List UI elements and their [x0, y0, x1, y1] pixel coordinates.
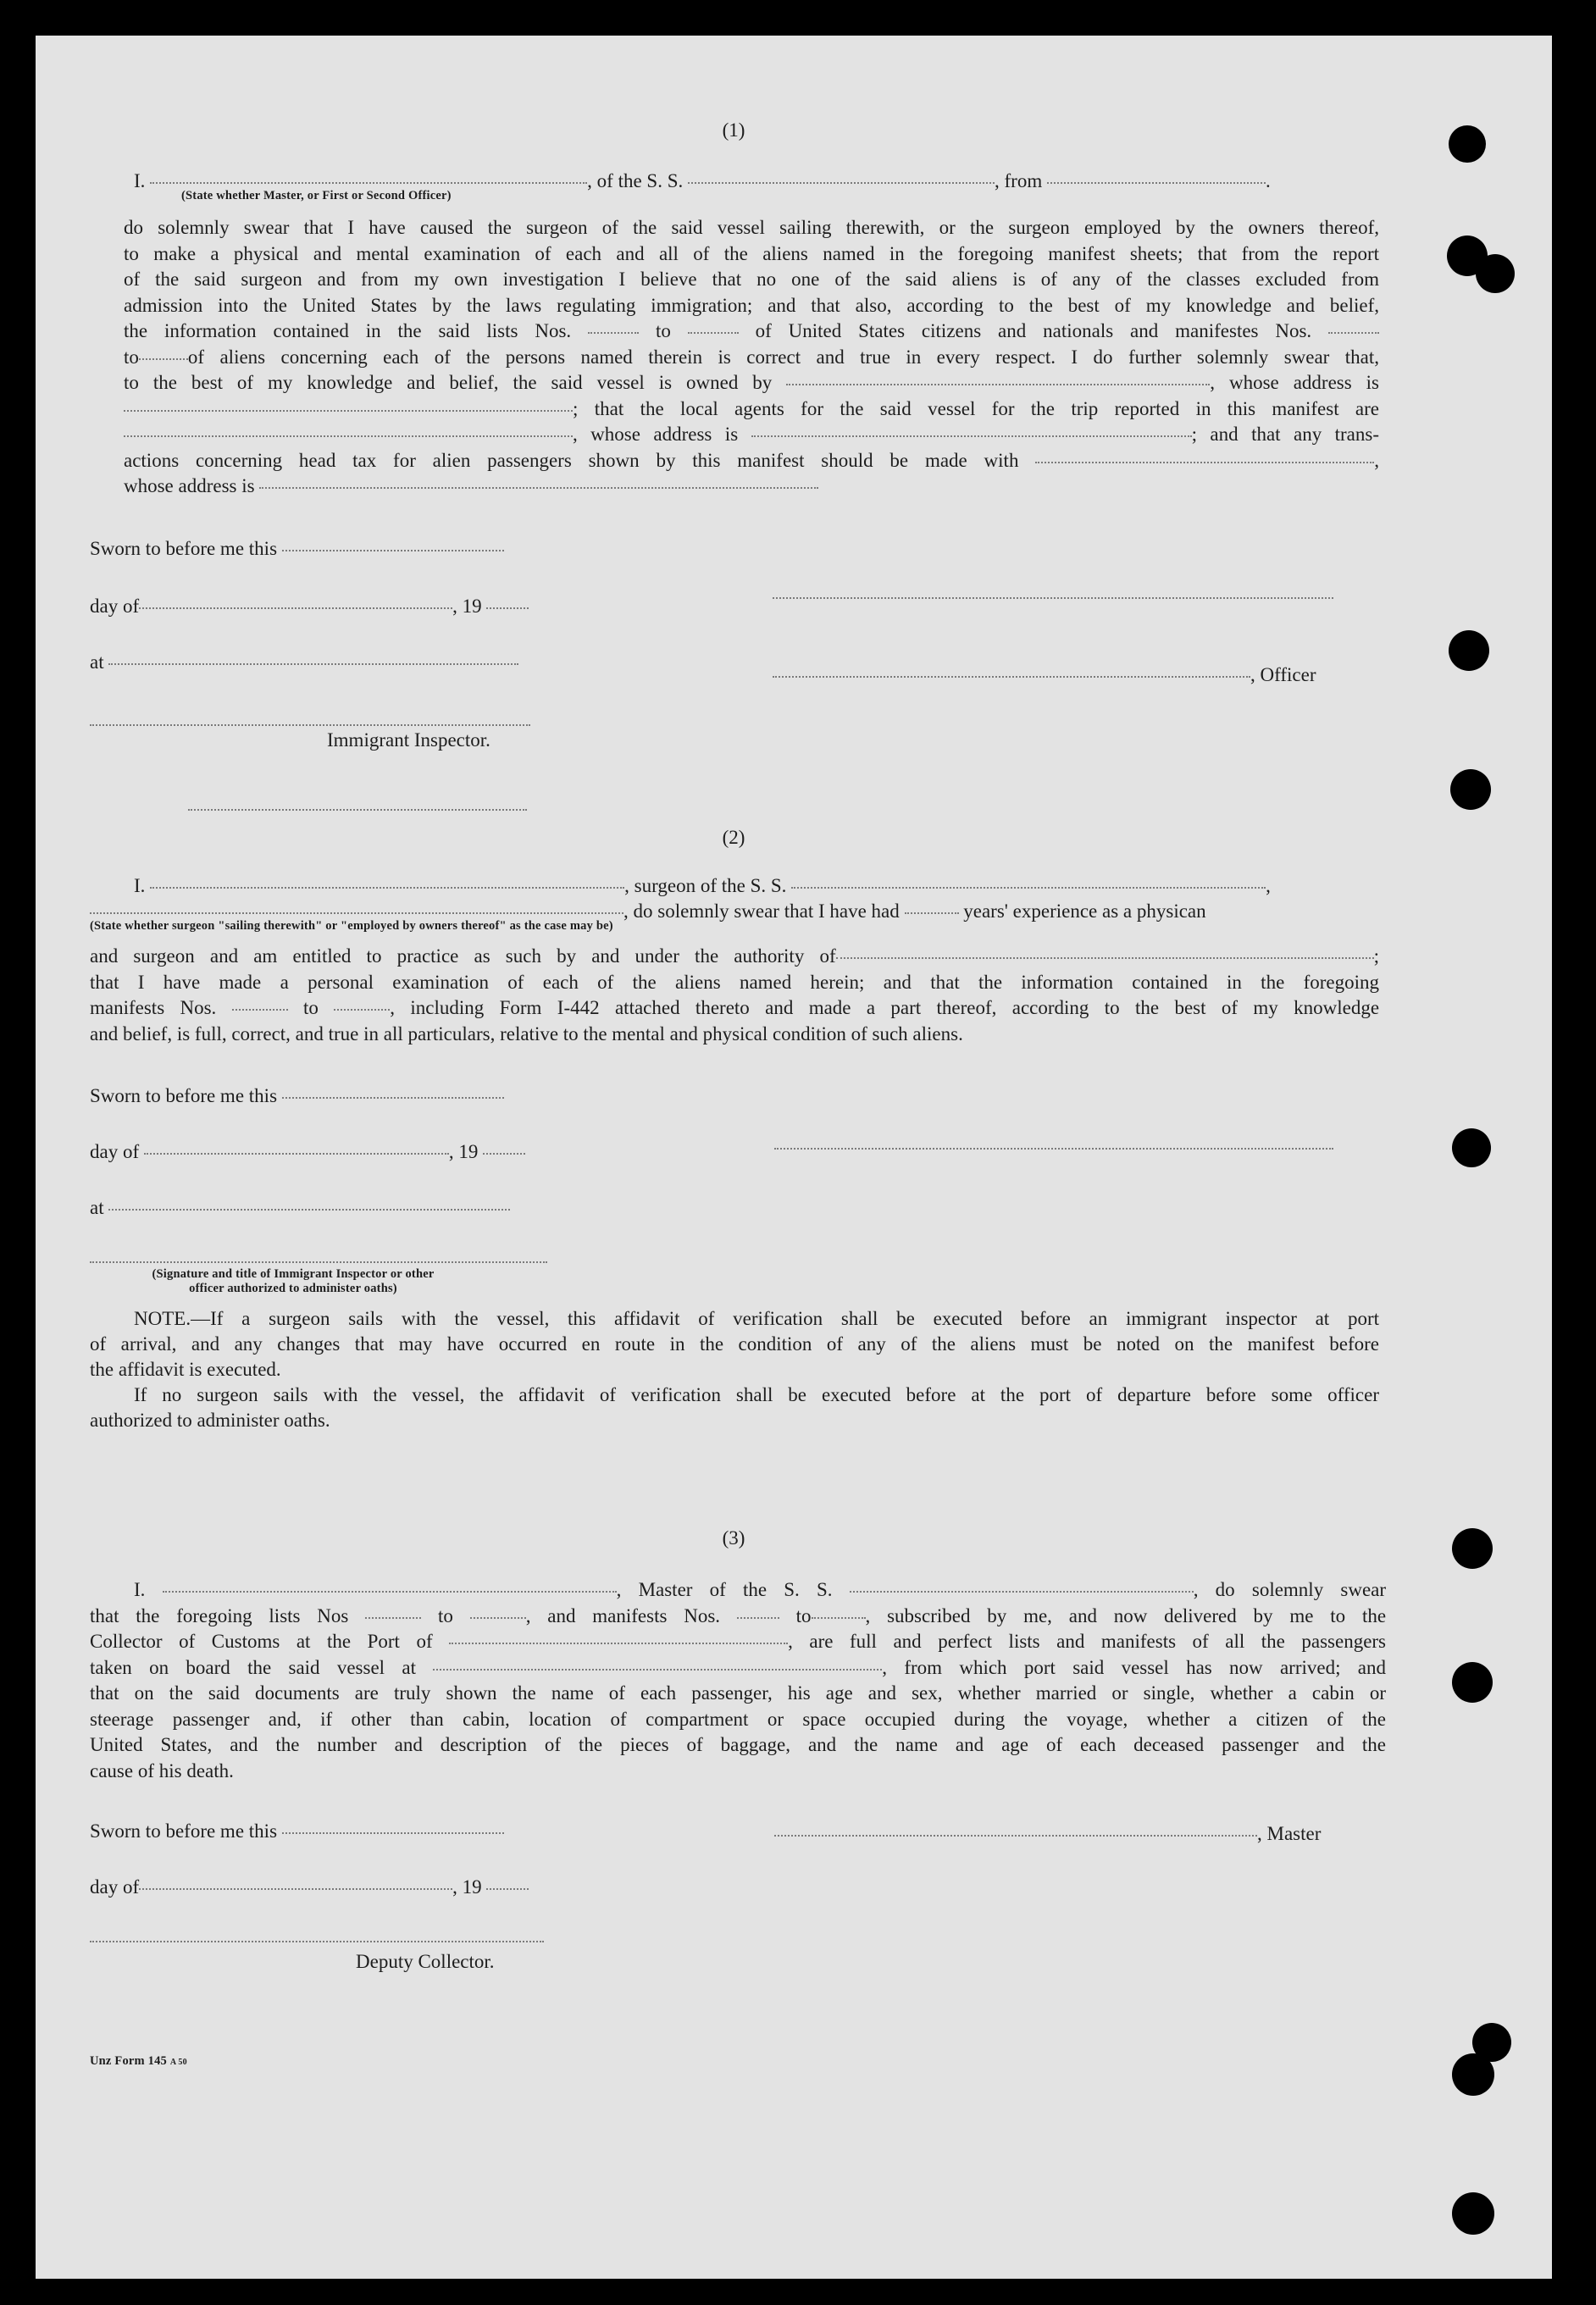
body-line-headtax: [124, 448, 1379, 474]
form-number-suffix: A 50: [169, 2058, 187, 2067]
lists-nos-to-field[interactable]: [470, 1617, 526, 1619]
note-line: If no surgeon sails with the vessel, the affidavit of verification shall be executed before at the port of departure before some officer: [134, 1384, 1379, 1405]
owner-address-field[interactable]: [124, 410, 573, 412]
label-day-of: day of: [90, 1141, 140, 1162]
punch-hole: [1452, 1128, 1491, 1167]
label-owned-by: to the best of my knowledge and belief, the said vessel is owned by: [124, 372, 773, 393]
section-2-signature-note: [124, 1267, 463, 1296]
section-1-at: [90, 652, 518, 672]
label-i: I.: [134, 170, 146, 191]
surgeon-signature-field[interactable]: [774, 1148, 1333, 1150]
body-line-master: [90, 1577, 1386, 1604]
inspector-signature-field[interactable]: [90, 724, 530, 726]
note-line: of arrival, and any changes that may have occurred en route in the condition of any of the aliens must be noted on the manifest before: [90, 1333, 1379, 1355]
body-line: that on the said documents are truly shown the name of each passenger, his age and sex, whether married or single, whether a cabin or: [90, 1682, 1386, 1704]
body-line-boarded: [90, 1655, 1386, 1682]
section-2-sworn: [90, 1086, 504, 1105]
master-signature-field[interactable]: [774, 1835, 1257, 1837]
years-experience-field[interactable]: [905, 912, 959, 914]
lists-nos-to-field[interactable]: [688, 332, 739, 334]
section-1-body: [124, 215, 1379, 500]
section-3-collector-label: Deputy Collector.: [356, 1951, 495, 1972]
body-line: to make a physical and mental examination of each and all of the aliens named in the foregoing manifest sheets; that from the report: [124, 242, 1379, 264]
body-line: and belief, is full, correct, and true in all particulars, relative to the mental and physical condition of such aliens.: [90, 1022, 963, 1044]
owner-field[interactable]: [786, 384, 1210, 385]
year-field[interactable]: [486, 1888, 529, 1890]
line-end: ,: [1266, 875, 1271, 896]
body-line-agents: [124, 396, 1379, 423]
lists-nos-from-field[interactable]: [365, 1617, 421, 1619]
body-line-whose: [124, 474, 1379, 500]
place-field[interactable]: [108, 1209, 510, 1211]
headtax-party-field[interactable]: [1035, 462, 1374, 463]
inspector-signature-field[interactable]: [90, 1261, 547, 1263]
body-line: United States, and the number and description of the pieces of baggage, and the name and age of each deceased passenger and the: [90, 1734, 1386, 1755]
headtax-address-field[interactable]: [259, 487, 818, 489]
collector-signature-field[interactable]: [90, 1941, 544, 1942]
punch-hole: [1450, 769, 1491, 810]
label-master-of-ss: , Master of the S. S.: [616, 1579, 833, 1600]
body-text: , including Form I-442 attached thereto and made a part thereof, according to the best of my knowledge: [390, 997, 1380, 1018]
punch-hole: [1449, 125, 1486, 163]
year-field[interactable]: [483, 1153, 525, 1155]
label-from: , from: [995, 170, 1043, 191]
line-end: ;: [1373, 945, 1379, 967]
label-whose-address: , whose address is: [573, 424, 739, 445]
label-sworn: Sworn to before me this: [90, 538, 278, 559]
sworn-date-field[interactable]: [282, 1832, 504, 1834]
label-master: , Master: [1257, 1823, 1322, 1844]
punch-hole: [1452, 1662, 1493, 1703]
label-to: to: [124, 346, 139, 368]
body-text: ; that the local agents for the said vessel for the trip reported in this manifest are: [573, 397, 1379, 419]
body-text: , do solemnly swear that I have had: [623, 900, 900, 922]
section-2-line-2: [90, 901, 1206, 921]
authority-field[interactable]: [836, 957, 1374, 959]
label-lists-nos: that the foregoing lists Nos: [90, 1604, 349, 1626]
body-text: years' experience as a physican: [963, 900, 1206, 922]
section-3-sworn: [90, 1821, 504, 1841]
signature-note-line: officer authorized to administer oaths): [189, 1282, 397, 1295]
label-whose-address: whose address is: [124, 475, 255, 496]
body-line-lists: [90, 1604, 1386, 1630]
label-i: I.: [134, 1579, 146, 1600]
form-page: [36, 36, 1552, 2279]
label-manifests-nos: of United States citizens and nationals and manifestes Nos.: [755, 320, 1312, 341]
officer-name-field[interactable]: [150, 182, 587, 184]
label-lists-nos: the information contained in the said lists Nos.: [124, 320, 572, 341]
master-name-field[interactable]: [163, 1591, 617, 1593]
section-1-line-1: [134, 171, 1271, 191]
body-text: actions concerning head tax for alien passengers shown by this manifest should be made with: [124, 449, 1019, 471]
label-year: , 19: [448, 1141, 479, 1162]
body-line-owned: [124, 370, 1379, 396]
port-field[interactable]: [449, 1643, 788, 1644]
day-field[interactable]: [139, 1888, 452, 1890]
label-day-of: day of: [90, 1876, 140, 1898]
section-3-number: (3): [722, 1527, 745, 1549]
body-line-manifests: [90, 995, 1379, 1022]
body-text: Collector of Customs at the Port of: [90, 1631, 433, 1652]
manifests-nos-to-field[interactable]: [334, 1009, 390, 1011]
body-text: , from which port said vessel has now arrived; and: [882, 1656, 1386, 1678]
body-line: admission into the United States by the laws regulating immigration; and that also, according to the best of my knowledge and belief,: [124, 294, 1379, 316]
manifests-nos-to-field[interactable]: [812, 1617, 866, 1619]
year-field[interactable]: [486, 607, 529, 609]
label-to: to: [655, 320, 671, 341]
day-field[interactable]: [144, 1153, 449, 1155]
signature-field[interactable]: [773, 597, 1333, 599]
label-year: , 19: [452, 1876, 482, 1898]
form-number-text: Unz Form 145: [90, 2054, 167, 2068]
label-to: to: [303, 997, 319, 1018]
label-officer: , Officer: [1250, 664, 1316, 685]
section-2-day: [90, 1142, 525, 1161]
body-text: , subscribed by me, and now delivered by me to the: [865, 1604, 1387, 1626]
section-1-signature-line: [773, 586, 1333, 606]
body-text: , are full and perfect lists and manifests of all the passengers: [788, 1631, 1387, 1652]
section-1-inspector-label: Immigrant Inspector.: [327, 729, 490, 751]
label-to: to: [437, 1604, 453, 1626]
body-line: do solemnly swear that I have caused the surgeon of the said vessel sailing therewith, or the surgeon employed by the owners thereof,: [124, 217, 1379, 238]
body-line-nos: [124, 319, 1379, 345]
label-whose-address: , whose address is: [1210, 372, 1379, 393]
label-to: to: [795, 1604, 812, 1626]
punch-hole: [1476, 254, 1515, 293]
label-sworn: Sworn to before me this: [90, 1085, 278, 1106]
section-3-body: [90, 1577, 1386, 1784]
section-2-number: (2): [722, 827, 745, 848]
label-sworn: Sworn to before me this: [90, 1820, 278, 1842]
body-line: that I have made a personal examination of each of the aliens named herein; and that the information contained in the foregoing: [90, 971, 1379, 993]
note-line: NOTE.—If a surgeon sails with the vessel, this affidavit of verification shall be executed before an immigrant inspector at port: [134, 1308, 1379, 1329]
line-end: .: [1265, 170, 1271, 191]
body-line-to: [124, 345, 1379, 371]
from-port-field[interactable]: [1047, 182, 1266, 184]
body-line: of the said surgeon and from my own investigation I believe that no one of the said aliens is of any of the classes excluded from: [124, 269, 1379, 290]
vessel-name-field[interactable]: [850, 1591, 1194, 1593]
label-day-of: day of: [90, 596, 140, 617]
body-line: cause of his death.: [90, 1759, 234, 1781]
lists-nos-from-field[interactable]: [588, 332, 639, 334]
manifests-nos-to-field[interactable]: [139, 358, 188, 360]
line-end: ,: [1374, 449, 1380, 471]
body-text: of aliens concerning each of the persons named therein is correct and true in every respect. I do further solemnly swear that,: [187, 346, 1379, 368]
note-line: the affidavit is executed.: [90, 1359, 281, 1380]
label-manifests-nos: , and manifests Nos.: [525, 1604, 721, 1626]
note-line: authorized to administer oaths.: [90, 1410, 330, 1431]
body-text: taken on board the said vessel at: [90, 1656, 416, 1678]
label-i: I.: [134, 875, 146, 896]
label-at: at: [90, 1197, 104, 1218]
body-text: and surgeon and am entitled to practice as such by and under the authority of: [90, 945, 836, 967]
vessel-name-field[interactable]: [688, 182, 995, 184]
body-line-port: [90, 1629, 1386, 1655]
officer-signature-field[interactable]: [773, 676, 1250, 678]
manifests-nos-from-field[interactable]: [232, 1009, 288, 1011]
sworn-date-field[interactable]: [282, 1097, 504, 1099]
boarding-port-field[interactable]: [433, 1669, 882, 1671]
body-text: , do solemnly swear: [1193, 1579, 1387, 1600]
separator-line: [188, 809, 527, 811]
section-1-sworn: [90, 539, 504, 558]
section-1-day: [90, 596, 529, 616]
manifests-nos-from-field[interactable]: [737, 1617, 779, 1619]
punch-hole: [1452, 2053, 1494, 2096]
section-1-number: (1): [722, 119, 745, 141]
section-2-line-1: [134, 876, 1379, 895]
section-3-master-line: [774, 1824, 1321, 1843]
day-field[interactable]: [139, 607, 452, 609]
place-field[interactable]: [108, 663, 518, 665]
section-1-officer-line: [773, 665, 1316, 684]
section-2-surgeon-note: (State whether surgeon "sailing therewith" or "employed by owners thereof" as the case may be): [90, 919, 613, 933]
agents-address-field[interactable]: [751, 435, 1192, 437]
section-2-note: [90, 1306, 1379, 1433]
sworn-date-field[interactable]: [282, 550, 504, 551]
label-of-ss: , of the S. S.: [587, 170, 684, 191]
section-1-officer-note: (State whether Master, or First or Second Officer): [181, 189, 452, 202]
surgeon-capacity-field[interactable]: [90, 912, 623, 914]
surgeon-name-field[interactable]: [150, 887, 624, 889]
agents-field[interactable]: [124, 435, 573, 437]
section-3-day: [90, 1877, 529, 1897]
label-at: at: [90, 651, 104, 673]
section-2-body: [90, 944, 1379, 1047]
vessel-name-field[interactable]: [791, 887, 1266, 889]
body-line-authority: [90, 944, 1379, 970]
body-line: steerage passenger and, if other than cabin, location of compartment or space occupied during the voyage, whether a citizen of the: [90, 1708, 1386, 1730]
body-line-address: [124, 422, 1379, 448]
manifests-nos-field[interactable]: [1328, 332, 1379, 334]
section-1-rule: [188, 798, 527, 817]
section-2-signature-line: [774, 1137, 1333, 1156]
body-text: ; and that any trans-: [1191, 424, 1379, 445]
punch-hole: [1452, 2192, 1494, 2235]
signature-note-line: (Signature and title of Immigrant Inspector or other: [152, 1267, 435, 1281]
label-surgeon-of-ss: , surgeon of the S. S.: [624, 875, 787, 896]
punch-hole: [1452, 1528, 1493, 1569]
form-number: [90, 2055, 187, 2068]
section-2-at: [90, 1198, 510, 1217]
label-year: , 19: [452, 596, 482, 617]
punch-hole: [1449, 630, 1489, 671]
section-3-collector-line: [90, 1930, 544, 1949]
label-manifests-nos: manifests Nos.: [90, 997, 217, 1018]
